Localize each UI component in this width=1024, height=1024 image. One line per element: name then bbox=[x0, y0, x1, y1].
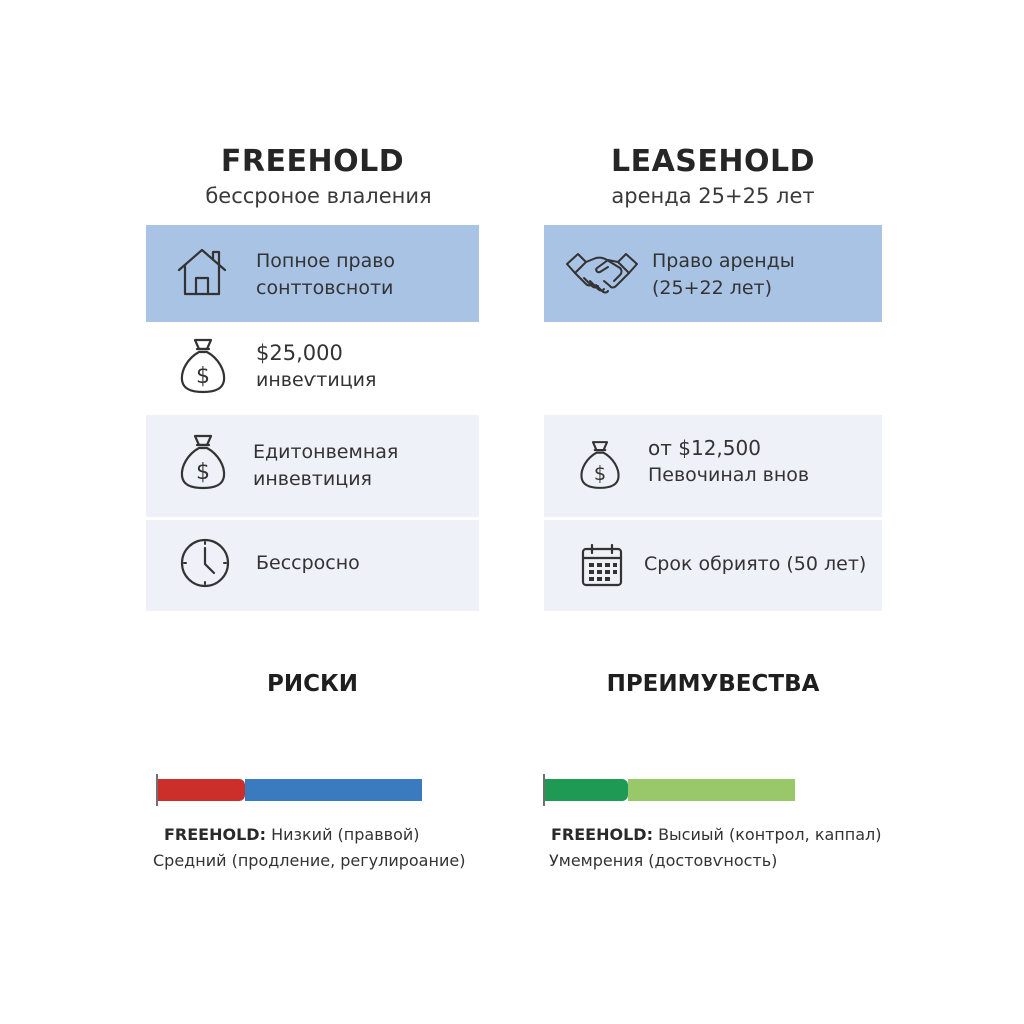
freehold-investment-line2: инвеѵтиция bbox=[256, 369, 377, 391]
handshake-icon bbox=[564, 246, 640, 302]
risks-bar-segment-1 bbox=[158, 779, 245, 801]
calendar-icon bbox=[580, 542, 624, 588]
advantages-caption-line1 bbox=[551, 821, 881, 848]
risks-bar-segment-2 bbox=[245, 779, 422, 801]
money-bag-icon bbox=[178, 432, 228, 492]
risks-title: РИСКИ bbox=[266, 671, 359, 697]
advantages-caption-text1: Высиый (контрол, каппал) bbox=[652, 825, 882, 844]
clock-icon bbox=[178, 536, 232, 590]
freehold-subtitle: бессроное влаления bbox=[205, 184, 432, 208]
advantages-bar bbox=[545, 779, 795, 801]
leasehold-lease-line2: (25+22 лет) bbox=[652, 277, 773, 299]
advantages-bar-segment-2 bbox=[628, 779, 796, 801]
leasehold-price-line2: Певочинал внов bbox=[648, 464, 810, 486]
leasehold-term-line1: Срок обриято (50 лет) bbox=[644, 553, 867, 575]
leasehold-lease-line1: Право аренды bbox=[652, 250, 795, 272]
freehold-title: FREEHOLD bbox=[220, 144, 405, 179]
advantages-caption-line2: Умемрения (достовѵность) bbox=[549, 851, 778, 870]
freehold-onetime-line1: Едитонвемная bbox=[253, 441, 399, 463]
advantages-bar-segment-1 bbox=[545, 779, 628, 801]
freehold-investment-line1: $25,000 bbox=[256, 341, 343, 365]
leasehold-title: LEASEHOLD bbox=[610, 144, 816, 179]
svg-text:$: $ bbox=[196, 364, 210, 389]
advantages-caption-label: FREEHOLD: bbox=[551, 825, 653, 844]
advantages-title: ПРЕИМУВЕСТВА bbox=[606, 671, 820, 697]
leasehold-subtitle: аренда 25+25 лет bbox=[611, 184, 815, 208]
money-bag-icon bbox=[178, 336, 228, 396]
risks-caption-label: FREEHOLD: bbox=[164, 825, 266, 844]
freehold-ownership-line1: Попное право bbox=[256, 250, 396, 272]
risks-caption-line2: Средний (продление, регулироание) bbox=[153, 851, 466, 870]
freehold-term-line1: Бессросно bbox=[256, 552, 360, 574]
svg-text:$: $ bbox=[593, 461, 607, 485]
house-icon bbox=[174, 244, 230, 300]
svg-text:$: $ bbox=[196, 460, 210, 485]
freehold-onetime-line2: инвевтиция bbox=[253, 468, 372, 490]
leasehold-price-line1: от $12,500 bbox=[648, 436, 761, 460]
freehold-ownership-line2: сонттовсноти bbox=[256, 277, 394, 299]
money-bag-icon bbox=[578, 438, 622, 492]
risks-caption-line1 bbox=[164, 821, 420, 848]
risks-caption-text1: Низкий (праввой) bbox=[265, 825, 420, 844]
risks-bar bbox=[158, 779, 422, 801]
